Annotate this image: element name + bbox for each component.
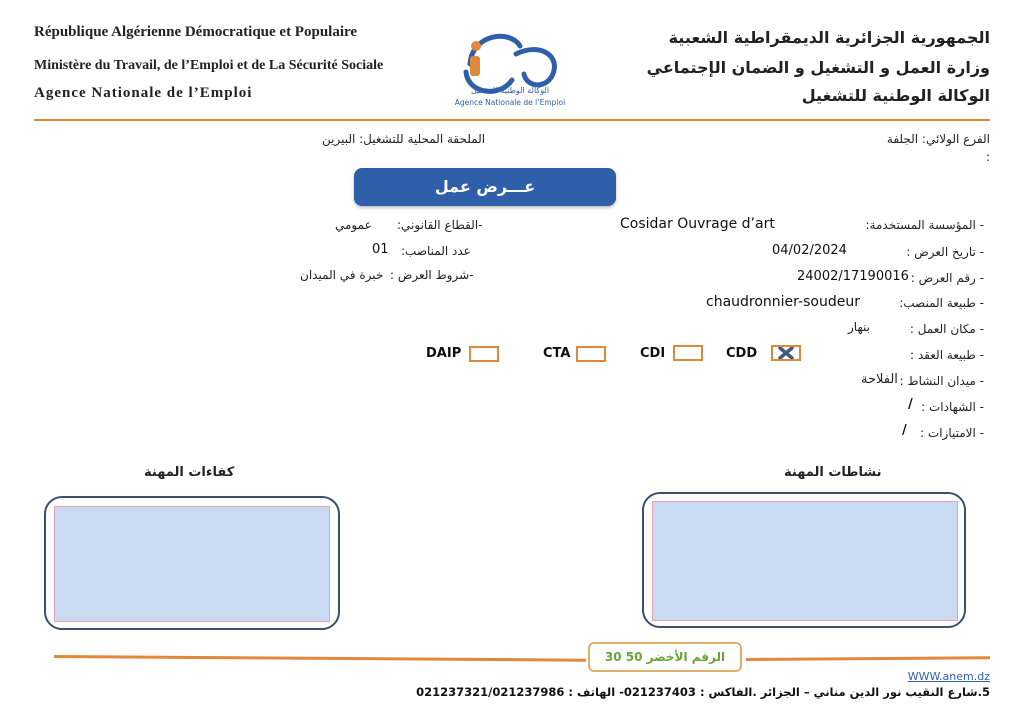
header-ar-line1: الجمهورية الجزائرية الديمقراطية الشعبية [668, 28, 990, 47]
contract-cdi-label: CDI [640, 346, 666, 361]
contract-cta-checkbox[interactable] [576, 346, 606, 362]
skills-content [54, 506, 330, 622]
activities-panel [642, 492, 966, 628]
contract-label: - طبيعة العقد : [910, 348, 984, 362]
contract-cdi-checkbox[interactable] [673, 345, 703, 361]
title-banner [354, 168, 616, 206]
skills-title: كفاءات المهنة [144, 465, 235, 480]
contract-cdd-checkbox[interactable] [771, 345, 801, 361]
header-fr-line3: Agence Nationale de l’Emploi [34, 85, 253, 101]
benefits-value: / [902, 423, 907, 438]
website-link[interactable]: WWW.anem.dz [907, 670, 990, 683]
employer-value: Cosidar Ouvrage d’art [620, 216, 775, 232]
conditions-value: خبرة في الميدان [300, 268, 384, 282]
activities-content [652, 501, 958, 621]
green-number-badge [588, 642, 742, 672]
header-divider [34, 119, 990, 121]
header-ar-line2: وزارة العمل و التشغيل و الضمان الإجتماعي [646, 58, 990, 77]
footer-address: 5.شارع النقيب نور الدين مناني – الجزائر .الفاكس : 021237403- الهاتف : 021237321/021237986 [416, 685, 990, 699]
contract-cta-label: CTA [543, 346, 571, 361]
positions-value: 01 [372, 242, 389, 257]
job-label: - طبيعة المنصب: [899, 296, 984, 310]
footer-line-left [54, 655, 586, 662]
date-value: 04/02/2024 [772, 243, 847, 258]
logo-text-fr: Agence Nationale de l’Emploi [454, 98, 566, 107]
diplomas-value: / [908, 397, 913, 412]
conditions-label: -شروط العرض : [390, 268, 474, 282]
domain-value: الفلاحة [861, 372, 898, 387]
contract-cdd-label: CDD [726, 346, 758, 361]
check-x-icon [773, 347, 799, 359]
diplomas-label: - الشهادات : [921, 400, 984, 414]
employer-label: - المؤسسة المستخدمة: [865, 218, 984, 232]
branch-colon: : [985, 150, 990, 164]
sector-label: -القطاع القانوني: [397, 218, 483, 232]
skills-panel [44, 496, 340, 630]
positions-label: عدد المناصب: [401, 244, 471, 258]
footer-line-right [746, 656, 990, 661]
header-fr-line2: Ministère du Travail, de l’Emploi et de La Sécurité Sociale [34, 58, 384, 73]
date-label: - تاريخ العرض : [906, 245, 984, 259]
green-number: الرقم الأخضر 50 30 [604, 650, 726, 664]
contract-daip-label: DAIP [426, 346, 462, 361]
number-label: - رقم العرض : [910, 271, 984, 285]
header-fr-line1: République Algérienne Démocratique et Populaire [34, 24, 358, 40]
contract-daip-checkbox[interactable] [469, 346, 499, 362]
benefits-label: - الامتيازات : [920, 426, 984, 440]
annex-label: الملحقة المحلية للتشغيل: البيرين [322, 132, 486, 146]
branch-label: الفرع الولائي: الجلفة [886, 132, 990, 146]
job-value: chaudronnier-soudeur [706, 294, 860, 310]
logo-text-ar: الوكالة الوطنية للتشغيل [470, 86, 550, 95]
sector-value: عمومي [335, 218, 372, 232]
page-title: عـــرض عمل [434, 177, 536, 196]
domain-label: - ميدان النشاط : [899, 374, 984, 388]
number-value: 24002/17190016 [797, 269, 909, 284]
place-label: - مكان العمل : [909, 322, 984, 336]
activities-title: نشاطات المهنة [784, 465, 882, 480]
header-ar-line3: الوكالة الوطنية للتشغيل [801, 86, 990, 105]
place-value: بنهار [848, 320, 870, 334]
anem-logo [440, 24, 580, 116]
